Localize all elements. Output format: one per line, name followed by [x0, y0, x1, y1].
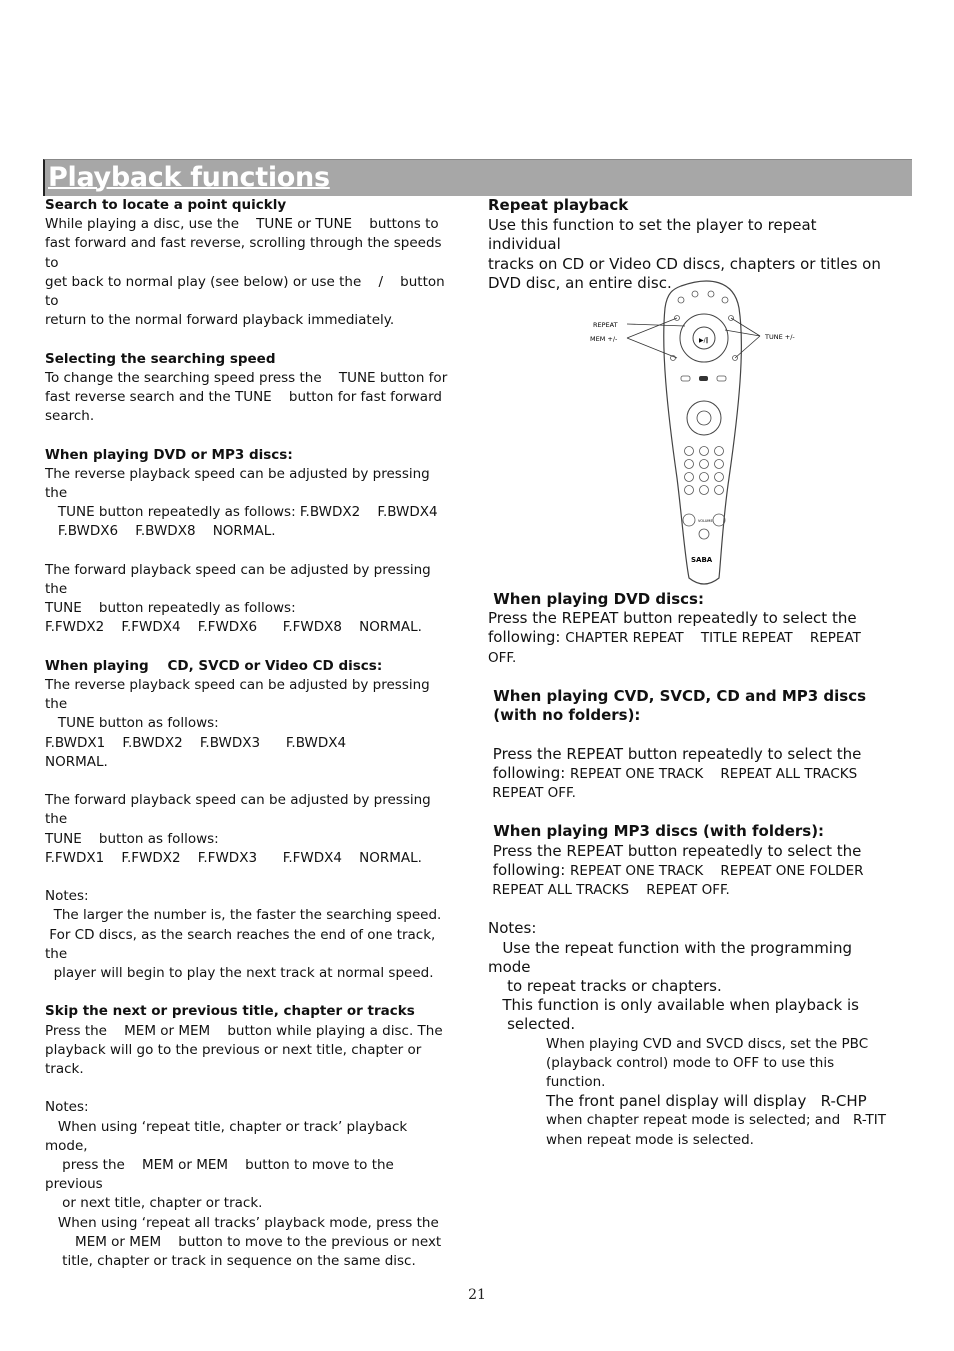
body-line: fast reverse search and the TUNE button for fast forward [45, 389, 442, 406]
section-heading: When playing DVD or MP3 discs: [45, 446, 293, 463]
body-line: playback will go to the previous or next title, chapter or track. [45, 1041, 426, 1078]
notes-label: Notes: [488, 919, 537, 938]
page-number: 21 [468, 1287, 486, 1303]
body-line: TUNE button repeatedly as follows: F.BWDX2 F.BWDX4 [45, 504, 438, 521]
page-title: Playback functions [48, 162, 330, 193]
note-line: The larger the number is, the faster the searching speed. [45, 907, 442, 924]
body-line: The reverse playback speed can be adjusted by pressing the [45, 677, 435, 713]
body-line: Press the REPEAT button repeatedly to select the [488, 841, 862, 860]
body-text: following: [488, 628, 566, 647]
option-list: REPEAT OFF. [488, 785, 576, 801]
body-line: return to the normal forward playback immediately. [45, 312, 395, 329]
option-list: CHAPTER REPEAT TITLE REPEAT REPEAT [565, 630, 861, 647]
option-list: REPEAT ALL TRACKS REPEAT OFF. [488, 882, 730, 898]
option-list: OFF. [488, 649, 517, 666]
section-heading: (with no folders): [488, 706, 641, 725]
body-line [488, 861, 888, 881]
body-line: TUNE button as follows: [45, 715, 219, 732]
section-heading: Repeat playback [488, 196, 629, 214]
body-line: The reverse playback speed can be adjusted by pressing the [45, 465, 435, 502]
body-line: fast forward and fast reverse, scrolling through the speeds to [45, 235, 446, 271]
section-heading: When playing MP3 discs (with folders): [488, 822, 825, 841]
body-line: Press the REPEAT button repeatedly to select the [488, 744, 862, 763]
section-heading: When playing CD, SVCD or Video CD discs: [45, 657, 383, 674]
body-line: TUNE button as follows: [45, 830, 219, 847]
note-line: to repeat tracks or chapters. [488, 977, 722, 995]
note-line: Use the repeat function with the programming mode [488, 938, 857, 976]
note-line: When using ‘repeat title, chapter or track’ playback mode, [45, 1118, 412, 1154]
body-line: search. [45, 408, 95, 425]
note-line: or next title, chapter or track. [45, 1195, 263, 1212]
body-line: F.BWDX6 F.BWDX8 NORMAL. [45, 523, 276, 540]
body-line: DVD disc, an entire disc. [488, 274, 672, 292]
body-line: The forward playback speed can be adjusted by pressing the [45, 792, 436, 828]
note-line: when repeat mode is selected. [546, 1131, 754, 1148]
option-list: REPEAT ONE TRACK REPEAT ALL TRACKS [570, 765, 858, 782]
body-line: F.FWDX2 F.FWDX4 F.FWDX6 F.FWDX8 NORMAL. [45, 619, 422, 636]
notes-label: Notes: [45, 888, 89, 905]
note-line: selected. [488, 1015, 576, 1034]
remote-brand-logo: SABA [691, 556, 713, 564]
body-text: following: [488, 763, 571, 782]
section-heading: When playing CVD, SVCD, CD and MP3 discs [488, 687, 867, 705]
remote-control-illustration [585, 278, 815, 588]
body-line: While playing a disc, use the TUNE or TUNE buttons to [45, 216, 439, 233]
remote-label-mem: MEM +/- [590, 335, 618, 343]
body-line: Press the MEM or MEM button while playing a disc. The [45, 1022, 443, 1039]
body-line: F.BWDX1 F.BWDX2 F.BWDX3 F.BWDX4 [45, 734, 347, 751]
body-line: get back to normal play (see below) or use the / button to [45, 273, 449, 310]
note-line: MEM or MEM button to move to the previous or next [45, 1233, 442, 1250]
remote-label-repeat: REPEAT [593, 321, 618, 329]
note-line: player will begin to play the next track at normal speed. [45, 965, 434, 982]
body-line: NORMAL. [45, 753, 108, 770]
svg-text:▶/‖: ▶/‖ [699, 337, 709, 344]
body-line: TUNE button repeatedly as follows: [45, 600, 296, 617]
section-heading: Selecting the searching speed [45, 350, 276, 367]
option-list: REPEAT ONE TRACK REPEAT ONE FOLDER [570, 862, 864, 879]
left-column [45, 196, 450, 1271]
remote-volume-label: VOLUME [698, 519, 713, 523]
note-line: For CD discs, as the search reaches the end of one track, the [45, 926, 440, 962]
body-line: To change the searching speed press the TUNE button for [45, 369, 448, 386]
note-line: This function is only available when playback is [488, 996, 859, 1015]
remote-label-tune: TUNE +/- [765, 333, 795, 341]
notes-label: Notes: [45, 1099, 89, 1116]
note-line: The front panel display will display R-CHP [546, 1092, 867, 1111]
body-line [488, 628, 888, 648]
note-line: When playing CVD and SVCD discs, set the PBC [546, 1035, 869, 1052]
note-line: press the MEM or MEM button to move to the previous [45, 1157, 399, 1193]
body-line: Use this function to set the player to repeat individual [488, 215, 822, 253]
section-heading: Skip the next or previous title, chapter or tracks [45, 1003, 415, 1020]
note-line: When using ‘repeat all tracks’ playback mode, press the [45, 1214, 439, 1231]
body-line: Press the REPEAT button repeatedly to select the [488, 609, 857, 628]
note-line: when chapter repeat mode is selected; and R-TIT [546, 1112, 886, 1129]
body-text: following: [488, 860, 571, 879]
title-banner [43, 159, 912, 196]
body-line: The forward playback speed can be adjusted by pressing the [45, 561, 436, 598]
right-column-bottom [488, 590, 888, 1150]
note-line: title, chapter or track in sequence on the same disc. [45, 1253, 416, 1270]
section-heading: When playing DVD discs: [488, 590, 704, 608]
note-line: (playback control) mode to OFF to use this function. [546, 1054, 839, 1091]
section-heading: Search to locate a point quickly [45, 197, 287, 213]
body-line [488, 764, 888, 784]
body-line: F.FWDX1 F.FWDX2 F.FWDX3 F.FWDX4 NORMAL. [45, 849, 422, 866]
body-line: tracks on CD or Video CD discs, chapters or titles on [488, 254, 881, 273]
